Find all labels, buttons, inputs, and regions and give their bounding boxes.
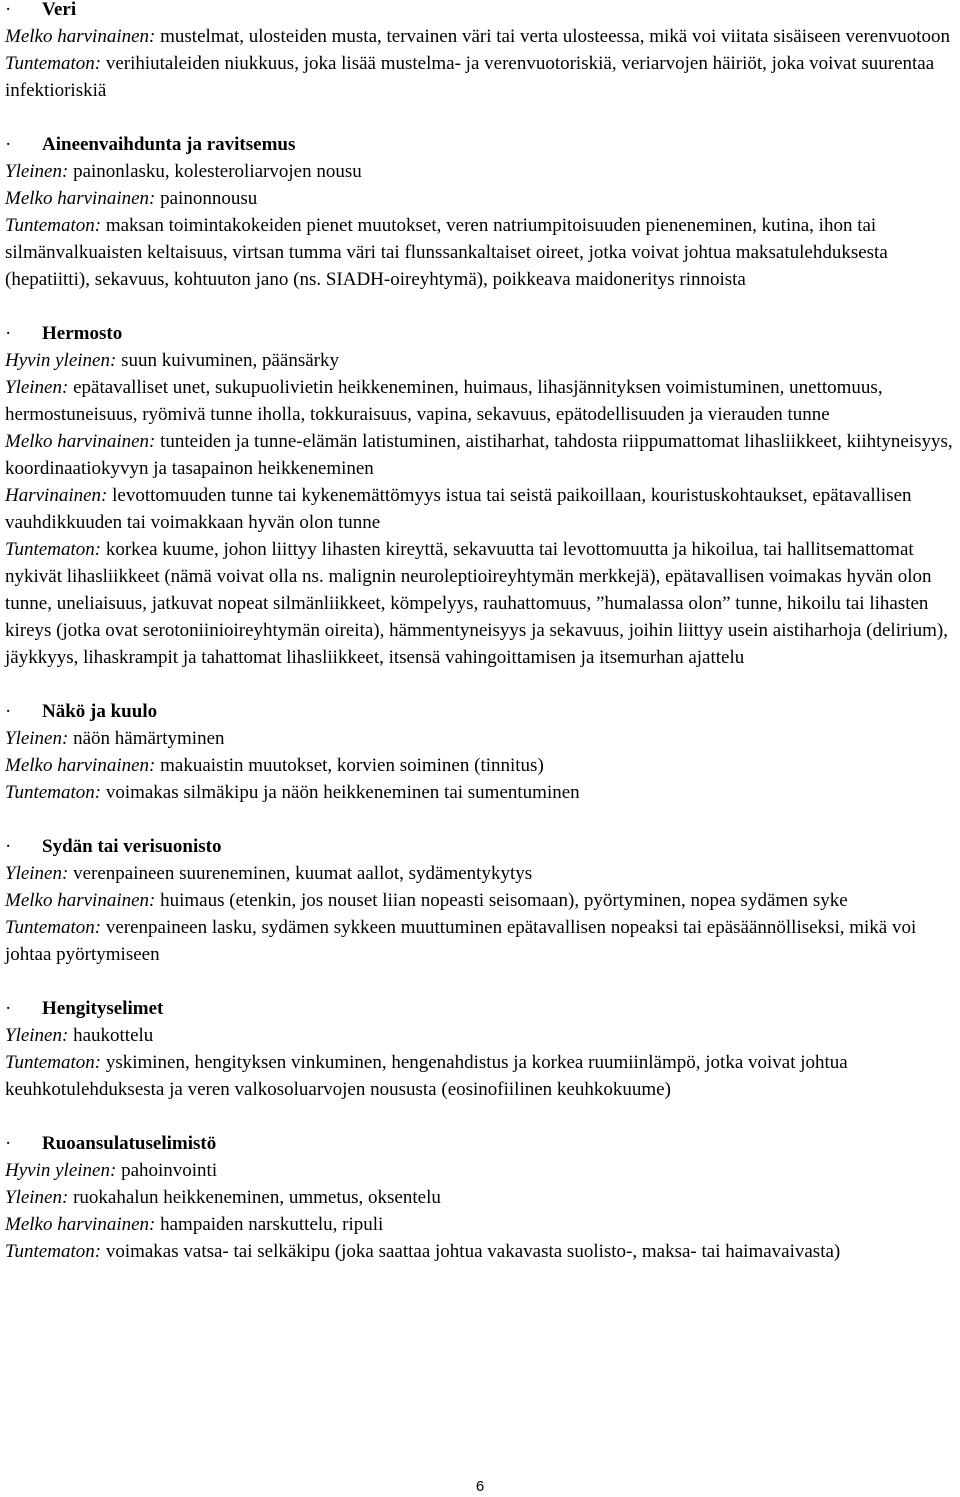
frequency-label: Melko harvinainen: [5,1214,156,1235]
side-effect-text: makuaistin muutokset, korvien soiminen (tinnitus) [155,755,544,776]
frequency-label: Hyvin yleinen: [5,1160,117,1181]
side-effect-text: mustelmat, ulosteiden musta, tervainen väri tai verta ulosteessa, mikä voi viitata sisäiseen verenvuotoon [155,26,950,47]
side-effect-text: verihiutaleiden niukkuus, joka lisää mustelma- ja verenvuotoriskiä, veriarvojen häiriöt, joka voivat suurentaa infektioriskiä [5,53,935,101]
section [5,131,955,293]
side-effect-entry [5,860,955,887]
section [5,698,955,806]
frequency-label: Yleinen: [5,377,69,398]
side-effect-entry [5,536,955,671]
side-effect-entry [5,50,955,104]
section-heading [5,0,955,23]
side-effect-entry [5,1157,955,1184]
frequency-label: Tuntematon: [5,1241,102,1262]
bullet: · [5,836,12,857]
side-effect-text: voimakas vatsa- tai selkäkipu (joka saattaa johtua vakavasta suolisto-, maksa- tai haimavaivasta) [101,1241,841,1262]
side-effect-text: painonlasku, kolesteroliarvojen nousu [68,161,362,182]
frequency-label: Tuntematon: [5,917,102,938]
side-effect-entry [5,158,955,185]
frequency-label: Yleinen: [5,1025,69,1046]
side-effect-text: tunteiden ja tunne-elämän latistuminen, aistiharhat, tahdosta riippumattomat lihasliikkeet, kiihtyneisyys, koordinaatiokyvyn ja tasapainon heikkeneminen [5,431,953,479]
side-effect-entry [5,1022,955,1049]
side-effect-text: painonnousu [155,188,258,209]
frequency-label: Hyvin yleinen: [5,350,117,371]
frequency-label: Yleinen: [5,1187,69,1208]
bullet: · [5,1133,12,1154]
side-effect-text: pahoinvointi [116,1160,218,1181]
side-effect-text: haukottelu [68,1025,154,1046]
side-effect-text: yskiminen, hengityksen vinkuminen, hengenahdistus ja korkea ruumiinlämpö, jotka voivat johtua keuhkotulehduksesta ja veren valkosoluarvojen noususta (eosinofiilinen keuhkokuume) [5,1052,848,1100]
section-heading [5,1130,955,1157]
side-effect-entry [5,1049,955,1103]
side-effect-text: suun kuivuminen, päänsärky [116,350,339,371]
section-title: Ruoansulatuselimistö [42,1133,217,1154]
bullet: · [5,323,12,344]
section-heading [5,833,955,860]
side-effect-text: näön hämärtyminen [68,728,225,749]
document-body [5,0,955,1292]
side-effect-entry [5,428,955,482]
side-effect-text: hampaiden narskuttelu, ripuli [155,1214,384,1235]
side-effect-text: verenpaineen lasku, sydämen sykkeen muuttuminen epätavallisen nopeaksi tai epäsäännölliseksi, mikä voi johtaa pyörtymiseen [5,917,917,965]
frequency-label: Yleinen: [5,161,69,182]
side-effect-entry [5,725,955,752]
side-effect-entry [5,887,955,914]
section-heading [5,698,955,725]
bullet: · [5,134,12,155]
frequency-label: Tuntematon: [5,53,102,74]
section [5,833,955,968]
bullet: · [5,998,12,1019]
side-effect-text: korkea kuume, johon liittyy lihasten kireyttä, sekavuutta tai levottomuutta ja hikoilua, tai hallitsemattomat nykivät lihasliikkeet (nämä voivat olla ns. malignin neuroleptioireyhtymän merkkejä), epätavallisen voimakas hyvän olon tunne, uneliaisuus, jatkuvat nopeat silmänliikkeet, kömpelyys, rauhattomuus, ”humalassa olon” tunne, hikoilu tai lihasten kireys (jotka ovat serotoniinioireyhtymän oireita), hämmentyneisyys ja sekavuus, joihin liittyy usein aistiharhoja (delirium), jäykkyys, lihaskrampit ja tahattomat lihasliikkeet, itsensä vahingoittamisen ja itsemurhan ajattelu [5,539,948,668]
side-effect-entry [5,347,955,374]
side-effect-entry [5,482,955,536]
side-effect-entry [5,1238,955,1265]
side-effect-entry [5,914,955,968]
side-effect-text: maksan toimintakokeiden pienet muutokset, veren natriumpitoisuuden pieneneminen, kutina, ihon tai silmänvalkuaisten keltaisuus, virtsan tumma väri tai flunssankaltaiset oireet, jotka voivat johtua maksatulehduksesta (hepatiitti), sekavuus, kohtuuton jano (ns. SIADH-oireyhtymä), poikkeava maidoneritys rinnoista [5,215,888,290]
frequency-label: Melko harvinainen: [5,755,156,776]
section-title: Sydän tai verisuonisto [42,836,222,857]
side-effect-text: levottomuuden tunne tai kykenemättömyys istua tai seistä paikoillaan, kouristuskohtaukset, epätavallisen vauhdikkuuden tai voimakkaan hyvän olon tunne [5,485,912,533]
frequency-label: Yleinen: [5,863,69,884]
side-effect-text: ruokahalun heikkeneminen, ummetus, oksentelu [68,1187,441,1208]
frequency-label: Melko harvinainen: [5,431,156,452]
side-effect-entry [5,752,955,779]
page-number: 6 [475,1478,485,1495]
section-title: Veri [42,0,77,20]
section-heading [5,995,955,1022]
side-effect-entry [5,779,955,806]
side-effect-entry [5,1184,955,1211]
section-heading [5,131,955,158]
section [5,0,955,104]
bullet: · [5,701,12,722]
section [5,995,955,1103]
frequency-label: Tuntematon: [5,539,102,560]
frequency-label: Melko harvinainen: [5,890,156,911]
section-title: Näkö ja kuulo [42,701,158,722]
side-effect-entry [5,1211,955,1238]
section-title: Hengityselimet [42,998,164,1019]
side-effect-text: huimaus (etenkin, jos nouset liian nopeasti seisomaan), pyörtyminen, nopea sydämen syke [155,890,848,911]
frequency-label: Tuntematon: [5,215,102,236]
frequency-label: Harvinainen: [5,485,108,506]
side-effect-entry [5,23,955,50]
section [5,320,955,671]
side-effect-entry [5,185,955,212]
side-effect-entry [5,212,955,293]
section-title: Hermosto [42,323,123,344]
bullet: · [5,0,12,20]
frequency-label: Tuntematon: [5,1052,102,1073]
section [5,1130,955,1265]
side-effect-entry [5,374,955,428]
side-effect-text: verenpaineen suureneminen, kuumat aallot, sydämentykytys [68,863,533,884]
side-effect-text: voimakas silmäkipu ja näön heikkeneminen tai sumentuminen [101,782,580,803]
section-heading [5,320,955,347]
frequency-label: Melko harvinainen: [5,188,156,209]
frequency-label: Tuntematon: [5,782,102,803]
frequency-label: Melko harvinainen: [5,26,156,47]
frequency-label: Yleinen: [5,728,69,749]
side-effect-text: epätavalliset unet, sukupuolivietin heikkeneminen, huimaus, lihasjännityksen voimistuminen, unettomuus, hermostuneisuus, ryömivä tunne iholla, tokkuraisuus, vapina, sekavuus, epätodellisuuden ja vierauden tunne [5,377,883,425]
section-title: Aineenvaihdunta ja ravitsemus [42,134,296,155]
